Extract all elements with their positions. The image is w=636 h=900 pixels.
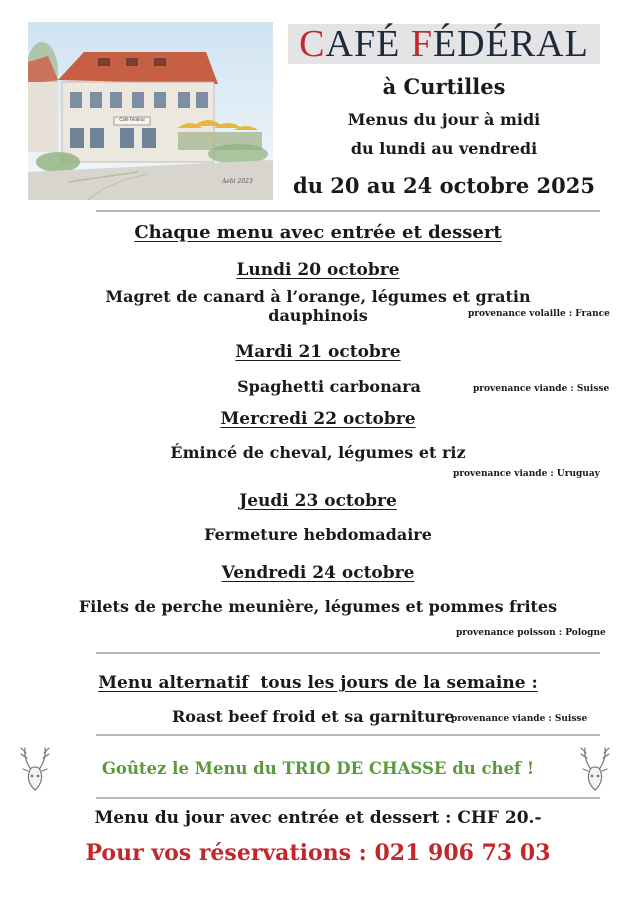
dish-thursday: Fermeture hebdomadaire (204, 525, 432, 544)
promo-chasse: Goûtez le Menu du TRIO DE CHASSE du chef ! (101, 759, 535, 778)
location: à Curtilles (382, 74, 506, 99)
provenance-tuesday: provenance viande : Suisse (473, 384, 610, 394)
day-thursday: Jeudi 23 octobre (239, 491, 397, 511)
week-dates: du 20 au 24 octobre 2025 (293, 173, 595, 198)
divider-middle (96, 652, 600, 654)
divider-promo-top (96, 734, 600, 736)
day-wednesday: Mercredi 22 octobre (220, 409, 416, 429)
provenance-monday: provenance volaille : France (468, 309, 610, 319)
provenance-wednesday: provenance viande : Uruguay (453, 469, 600, 479)
illustration-sign-text: Café Fédéral (119, 117, 145, 122)
menus-line-1: Menus du jour à midi (347, 110, 541, 129)
provenance-friday: provenance poisson : Pologne (456, 628, 606, 638)
price-line: Menu du jour avec entrée et dessert : CHF 20.- (94, 808, 542, 828)
brand-cap-c: C (299, 23, 326, 65)
alternative-provenance: provenance viande : Suisse (451, 714, 588, 724)
brand-cap-f: F (410, 23, 433, 65)
reservation-phone: Pour vos réservations : 021 906 73 03 (85, 840, 551, 866)
alternative-dish: Roast beef froid et sa garniture (172, 707, 455, 726)
day-friday: Vendredi 24 octobre (221, 563, 415, 583)
dish-monday: Magret de canard à l’orange, légumes et gratin dauphinois (105, 287, 531, 325)
deer-head-icon-right (578, 744, 612, 792)
illustration-signature: Aebi 2023 (222, 178, 253, 185)
dish-tuesday: Spaghetti carbonara (237, 377, 421, 396)
deer-head-icon-left (18, 744, 52, 792)
alternative-title: Menu alternatif tous les jours de la semaine : (98, 673, 538, 693)
brand-title (288, 22, 600, 66)
intro-line: Chaque menu avec entrée et dessert (134, 222, 502, 243)
divider-promo-bottom (96, 797, 600, 799)
divider-top (96, 210, 600, 212)
menus-line-2: du lundi au vendredi (350, 139, 538, 158)
day-monday: Lundi 20 octobre (236, 260, 400, 280)
brand-word1: AFÉ (325, 23, 401, 65)
dish-wednesday: Émincé de cheval, légumes et riz (170, 443, 466, 462)
cafe-building-illustration (28, 22, 273, 200)
brand-word2: ÉDÉRAL (432, 23, 589, 65)
dish-friday: Filets de perche meunière, légumes et pommes frites (78, 597, 558, 616)
day-tuesday: Mardi 21 octobre (235, 342, 401, 362)
